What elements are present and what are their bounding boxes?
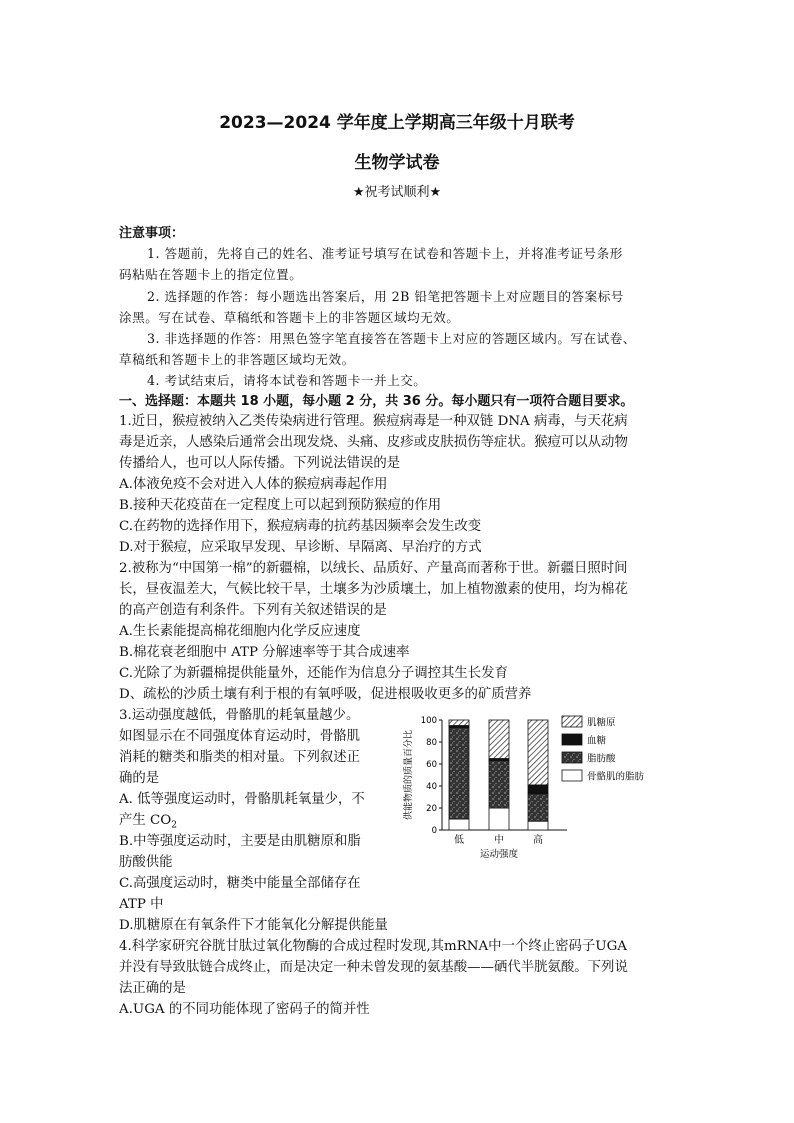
q3-stem: 如图显示在不同强度体育运动时，骨骼肌 [119,729,361,744]
bar-segment [449,720,469,726]
q3-option-c-cont: ATP 中 [119,897,164,912]
notice-heading: 注意事项： [119,226,185,241]
legend-swatch [562,716,582,727]
q1-option-d: D.对于猴痘，应采取早发现、早诊断、早隔离、早治疗的方式 [119,540,482,555]
q1-option-a: A.体液免疫不会对进入人体的猴痘病毒起作用 [119,477,388,492]
bar-segment [489,720,509,759]
exam-subject: 生物学试卷 [354,153,440,173]
y-tick-label: 20 [426,804,437,814]
bar-segment [489,761,509,808]
q1-option-c: C.在药物的选择作用下，猴痘病毒的抗药基因频率会发生改变 [119,519,482,534]
chart-legend [562,716,645,783]
legend-label: 脂肪酸 [587,753,616,765]
y-tick-label: 100 [420,716,437,726]
x-tick-label: 中 [494,835,504,846]
q2-option-a: A.生长素能提高棉花细胞内化学反应速度 [119,624,361,639]
exam-title: 2023—2024 学年度上学期高三年级十月联考 [219,113,575,133]
bar-segment [528,794,548,822]
q1-stem: 传播给人，也可以人际传播。下列说法错误的是 [119,456,401,471]
notice-line: 1. 答题前，先将自己的姓名、准考证号填写在试卷和答题卡上，并将准考证号条形 [147,246,623,261]
legend-label: 血糖 [587,735,607,747]
q4-option-a: A.UGA 的不同功能体现了密码子的简并性 [119,1002,370,1017]
chart-bars [449,720,548,830]
q2-stem: 长，昼夜温差大，气候比较干旱，土壤多为沙质壤土，加上植物激素的使用，均为棉花 [119,582,628,597]
q2-stem: 2.被称为“中国第一棉”的新疆棉，以绒长、品质好、产量高而著称于世。新疆日照时间 [119,561,628,576]
bar-segment [449,728,469,819]
notice-line: 4. 考试结束后，请将本试卷和答题卡一并上交。 [147,373,427,388]
y-axis-label: 供能物质的质量百分比 [404,729,414,821]
q1-stem: 1.近日，猴痘被纳入乙类传染病进行管理。猴痘病毒是一种双链 DNA 病毒，与天花病 [119,414,628,429]
legend-label: 肌糖原 [587,717,616,729]
legend-swatch [562,734,582,745]
bar-segment [489,808,509,830]
exam-wish: ★祝考试顺利★ [352,185,442,200]
legend-swatch [562,770,582,781]
q1-stem: 毒是近亲，人感染后通常会出现发烧、头痛、皮疹或皮肤损伤等症状。猴痘可以从动物 [119,435,628,450]
q2-stem: 的高产创造有利条件。下列有关叙述错误的是 [119,603,387,618]
q2-option-c: C.光除了为新疆棉提供能量外，还能作为信息分子调控其生长发育 [119,666,508,681]
y-tick-label: 0 [431,826,437,836]
bar-segment [528,821,548,830]
y-tick-label: 60 [426,760,437,770]
q3-option-a-cont: 产生 $CO_2$ [119,813,177,831]
y-tick-label: 40 [426,782,437,792]
q3-stem: 消耗的糖类和脂类的相对量。下列叙述正 [119,750,361,765]
q3-stem: 确的是 [119,771,160,786]
notice-line: 3. 非选择题的作答：用黑色签字笔直接答在答题卡上对应的答题区域内。写在试卷、 [147,331,636,346]
q4-stem: 4.科学家研究谷胱甘肽过氧化物酶的合成过程时发现,其mRNA中一个终止密码子UGA [119,939,627,954]
notice-line: 2. 选择题的作答：每小题选出答案后，用 2B 铅笔把答题卡上对应题目的答案标号 [147,289,624,304]
q3-option-d: D.肌糖原在有氧条件下才能氧化分解提供能量 [119,918,388,933]
energy-source-chart [402,708,677,863]
bar-segment [528,720,548,785]
q1-option-b: B.接种天花疫苗在一定程度上可以起到预防猴痘的作用 [119,498,442,513]
q4-stem: 法正确的是 [119,981,186,996]
q2-option-b: B.棉花衰老细胞中 ATP 分解速率等于其合成速率 [119,645,410,660]
x-tick-label: 低 [454,835,464,846]
q3-stem: 3.运动强度越低，骨骼肌的耗氧量越少。 [119,708,360,723]
notice-line: 码粘贴在答题卡上的指定位置。 [119,267,303,282]
notice-line: 涂黑。写在试卷、草稿纸和答题卡上的非答题区域均无效。 [119,310,460,325]
q3-option-b-cont: 肪酸供能 [119,855,173,870]
legend-swatch [562,752,582,763]
q3-option-a: A. 低等强度运动时，骨骼肌耗氧量少，不 [119,792,365,807]
section-heading: 一、选择题：本题共 18 小题，每小题 2 分，共 36 分。每小题只有一项符合题目要求。 [119,394,634,409]
notice-line: 草稿纸和答题卡上的非答题区域均无效。 [119,352,355,367]
bar-segment [449,819,469,830]
q2-option-d: D、疏松的沙质土壤有利于根的有氧呼吸，促进根吸收更多的矿质营养 [119,687,532,702]
x-axis-label: 运动强度 [479,849,519,860]
q4-stem: 并没有导致肽链合成终止，而是决定一种未曾发现的氨基酸——硒代半胱氨酸。下列说 [119,960,628,975]
q3-option-c: C.高强度运动时，糖类中能量全部储存在 [119,876,361,891]
x-tick-label: 高 [533,835,543,846]
q3-option-b: B.中等强度运动时，主要是由肌糖原和脂 [119,834,361,849]
legend-label: 骨骼肌的脂肪 [587,771,645,783]
y-tick-label: 80 [426,738,437,748]
bar-segment [528,785,548,794]
